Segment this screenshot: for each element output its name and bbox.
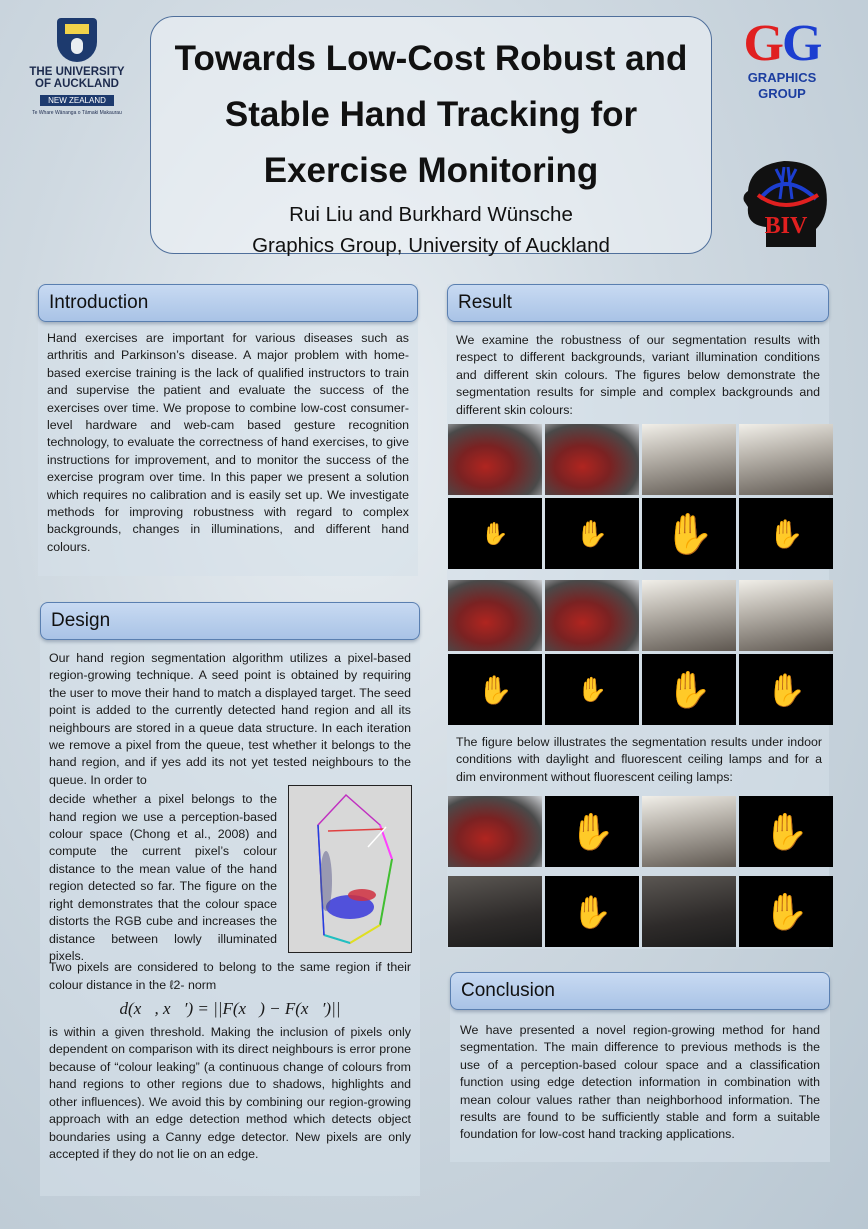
design-text-3: Two pixels are considered to belong to the same region if their colour distance in the ℓ2- norm [49, 960, 411, 992]
result-photo-5 [448, 580, 542, 651]
design-text-2: decide whether a pixel belongs to the hand region we use a perception-based colour space (Chong et al., 2008) and compute the current pixel’s colour distance to the mean value of the hand region detected so far. The figure on the right demonstrates that the colour space distorts the RGB cube and increases the distance between lowly illuminated pixels. [49, 792, 277, 963]
poster-affiliation: Graphics Group, University of Auckland [252, 234, 610, 257]
gg-text-line1: GRAPHICS [747, 70, 817, 85]
introduction-text: Hand exercises are important for various diseases such as arthritis and Parkinson’s disease. A major problem with home-based exercise training is the lack of qualified instructors to train and supervise the patient and evaluate the success of the exercises over time. We propose to combine low-cost consumer-level hardware and web-cam based gesture recognition technology, to evaluate the correctness of hand exercises, to give instructions for improvement, and to monitor the success of the exercise program over time. In this paper we present a solution which requires no calibration and is easily set up. We investigate methods for improving robustness with regard to complex backgrounds, changes in illuminations, and different hand colours. [47, 331, 409, 554]
graphics-group-logo [730, 15, 834, 102]
conclusion-heading: Conclusion [450, 972, 830, 1010]
result-mask-4 [739, 498, 833, 569]
result-mask-1 [448, 498, 542, 569]
result-heading: Result [447, 284, 829, 322]
result-text-2: The figure below illustrates the segmentation results under indoor conditions with daylight and fluorescent ceiling lamps and for a dim environment without fluorescent ceiling lamps: [456, 735, 822, 784]
result-mask-5 [448, 654, 542, 725]
hand-mask-icon: ✋ [763, 810, 809, 852]
illumination-photo-2 [642, 796, 736, 867]
distance-formula: d(x⃗, x⃗′) = ||F(x⃗) − F(x⃗′)|| [119, 999, 341, 1019]
introduction-panel [38, 284, 418, 576]
illumination-photo-4 [642, 876, 736, 947]
result-mask-8 [739, 654, 833, 725]
hand-mask-icon: ✋ [569, 810, 615, 852]
illumination-mask-3 [545, 876, 639, 947]
hand-mask-icon: ✋ [575, 518, 609, 548]
conclusion-text: We have presented a novel region-growing method for hand segmentation. The main difference to previous methods is the use of a perception-based colour space and a classification function using edge detection information in combination with mean colour values rather than neighborhood information. The results are found to be sufficiently stable and form a suitable foundation for low-cost hand tracking applications. [460, 1023, 820, 1142]
hand-mask-icon: ✋ [766, 671, 806, 708]
hand-mask-icon: ✋ [477, 674, 513, 705]
university-logo [22, 18, 132, 116]
hand-mask-icon: ✋ [577, 676, 607, 703]
result-mask-3 [642, 498, 736, 569]
poster-authors: Rui Liu and Burkhard Wünsche [289, 203, 573, 226]
grey-pixel-cluster [320, 851, 332, 911]
result-photo-7 [642, 580, 736, 651]
university-name-line2: OF AUCKLAND [35, 78, 119, 90]
illumination-mask-4 [739, 876, 833, 947]
result-photo-4 [739, 424, 833, 495]
hand-mask-icon: ✋ [763, 890, 809, 932]
design-heading: Design [40, 602, 420, 640]
design-panel [40, 602, 420, 1196]
hand-mask-icon: ✋ [572, 893, 612, 930]
result-photo-8 [739, 580, 833, 651]
gg-letters [730, 15, 834, 72]
illumination-photo-3 [448, 876, 542, 947]
hand-mask-icon: ✋ [481, 520, 509, 546]
illumination-mask-2 [739, 796, 833, 867]
conclusion-panel [450, 972, 830, 1162]
result-mask-6 [545, 654, 639, 725]
result-text-1: We examine the robustness of our segmentation results with respect to different backgrounds, variant illumination conditions and different skin colours. The figures below demonstrate the segmentation results for simple and complex backgrounds and different skin colours: [456, 333, 820, 417]
result-mask-7 [642, 654, 736, 725]
biv-logo [736, 155, 836, 255]
result-photo-1 [448, 424, 542, 495]
design-figure-row [40, 789, 420, 963]
hand-mask-icon: ✋ [768, 518, 804, 549]
result-photo-6 [545, 580, 639, 651]
gg-text-line2: GROUP [758, 86, 806, 101]
result-photo-3 [642, 424, 736, 495]
poster-title: Towards Low-Cost Robust and Stable Hand Tracking for Exercise Monitoring [174, 39, 688, 190]
university-motto: Te Whare Wānanga o Tāmaki Makaurau [32, 110, 122, 116]
design-text-1: Our hand region segmentation algorithm utilizes a pixel-based region-growing technique. A seed point is obtained by requiring the user to move their hand to match a displayed target. The seed point is added to the currently detected hand region and all its neighbours are stored in a queue data structure. In each iteration we remove a pixel from the queue, test whether it belongs to the hand region, and if yes add its not yet tested neighbours to the queue. In order to [49, 651, 411, 787]
hand-mask-icon: ✋ [664, 512, 714, 556]
gg-letter-blue: G [782, 15, 821, 72]
illumination-photo-1 [448, 796, 542, 867]
colour-space-frame [289, 786, 412, 953]
design-text-4: is within a given threshold. Making the inclusion of pixels only dependent on comparison with its direct neighbours is error prone because of “colour leaking” (a continuous change of colours from hand regions to other regions due to shadows, highlights and other influences). We avoid this by combining our region-growing approach with an edge detection method which detects object boundaries using a Canny edge detector. New pixels are only accepted if they do not lie on an edge. [49, 1025, 411, 1161]
university-name-line1: THE UNIVERSITY [29, 66, 125, 78]
hand-mask-icon: ✋ [666, 668, 712, 710]
colour-space-figure [288, 785, 412, 953]
title-box [150, 16, 712, 257]
result-mask-2 [545, 498, 639, 569]
red-pixel-cluster [348, 889, 376, 901]
university-crest-icon [57, 18, 97, 62]
illumination-mask-1 [545, 796, 639, 867]
university-country: NEW ZEALAND [40, 95, 114, 106]
result-photo-2 [545, 424, 639, 495]
gg-text [730, 70, 834, 102]
introduction-heading: Introduction [38, 284, 418, 322]
biv-text: BIV [764, 213, 808, 239]
gg-letter-red: G [743, 15, 782, 72]
